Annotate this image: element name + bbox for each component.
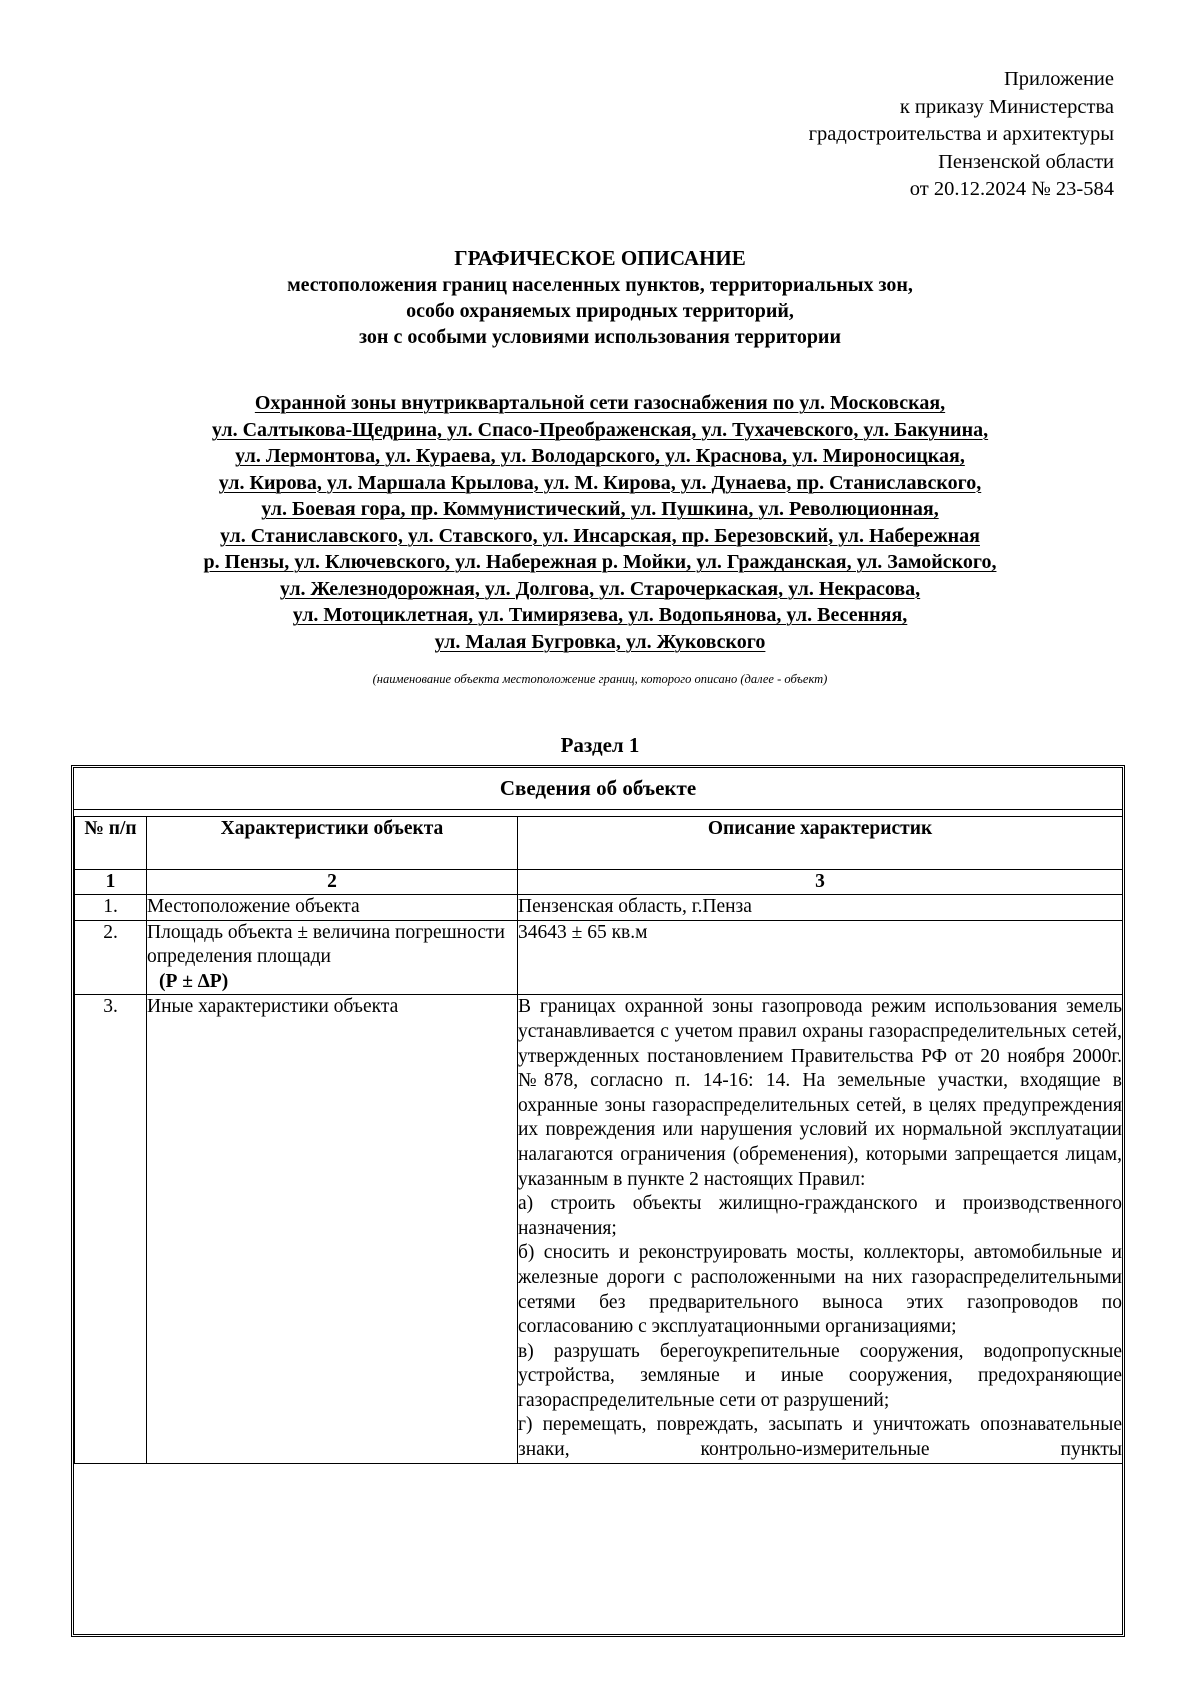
document-subtitle-line: зон с особыми условиями использования территории <box>359 326 841 348</box>
section-heading: Раздел 1 <box>560 733 640 757</box>
column-number: 1 <box>75 870 147 895</box>
header-description: Описание характеристик <box>518 817 1123 870</box>
description-paragraph: г) перемещать, повреждать, засыпать и уничтожать опознавательные знаки, контрольно-измерительные пункты <box>518 1414 1122 1461</box>
table-header-row <box>75 817 1123 870</box>
row-characteristic: Площадь объекта ± величина погрешности определения площади <box>147 921 505 968</box>
appendix-header <box>809 66 1114 204</box>
object-name-line: ул. Боевая гора, пр. Коммунистический, ул. Пушкина, ул. Революционная, <box>261 498 939 520</box>
header-num: № п/п <box>75 817 147 870</box>
table-row <box>75 920 1123 995</box>
table-caption: Сведения об объекте <box>74 768 1122 810</box>
row-characteristic-cell <box>147 920 518 995</box>
object-name-line: р. Пензы, ул. Ключевского, ул. Набережная р. Мойки, ул. Гражданская, ул. Замойского, <box>203 551 997 573</box>
appendix-line: Приложение <box>1003 68 1114 90</box>
object-name-line: ул. Станиславского, ул. Ставского, ул. Инсарская, пр. Березовский, ул. Набережная <box>220 524 980 547</box>
appendix-line: от 20.12.2024 № 23-584 <box>909 178 1114 200</box>
description-paragraph: в) разрушать берегоукрепительные сооружения, водопропускные устройства, земляные и иные сооружения, предохраняющие газораспределительные сети от разрушений; <box>518 1340 1122 1411</box>
document-subtitle-line: особо охраняемых природных территорий, <box>406 300 794 322</box>
object-name-line: Охранной зоны внутриквартальной сети газоснабжения по ул. Московская, <box>254 392 946 414</box>
area-formula: (Р ± ∆Р) <box>159 970 229 992</box>
description-paragraph: а) строить объекты жилищно-гражданского и производственного назначения; <box>518 1193 1122 1239</box>
row-value: Пензенская область, г.Пенза <box>518 895 1123 921</box>
table-row <box>75 995 1123 1463</box>
row-description <box>518 995 1123 1463</box>
column-number: 2 <box>147 870 518 895</box>
column-number-row <box>75 870 1123 895</box>
object-name-line: ул. Салтыкова-Щедрина, ул. Спасо-Преображенская, ул. Тухачевского, ул. Бакунина, <box>211 418 989 441</box>
object-name-line: ул. Лермонтова, ул. Кураева, ул. Володарского, ул. Краснова, ул. Мироносицкая, <box>235 445 965 467</box>
document-title: ГРАФИЧЕСКОЕ ОПИСАНИЕ <box>454 246 746 270</box>
object-name-note: (наименование объекта местоположение границ, которого описано (далее - объект) <box>372 672 828 686</box>
row-characteristic: Иные характеристики объекта <box>147 995 518 1463</box>
description-paragraph: В границах охранной зоны газопровода режим использования земель устанавливается с учетом правил охраны газораспределительных сетей, утвержденных постановлением Правительства РФ от 20 ноября 2000г. №878, согласно п. 14-16: 14. На земельные участки, входящие в охранные зоны газораспределительных сетей, в целях предупреждения их повреждения или нарушения условий их нормальной эксплуатации налагаются ограничения (обременения), которыми запрещается лицам, указанным в пункте 2 настоящих Правил: <box>518 996 1122 1190</box>
row-number: 2. <box>75 920 147 995</box>
appendix-line: градостроительства и архитектуры <box>808 123 1114 145</box>
object-name-line: ул. Малая Бугровка, ул. Жуковского <box>434 630 766 653</box>
object-name-line: ул. Железнодорожная, ул. Долгова, ул. Старочеркаская, ул. Некрасова, <box>279 577 921 600</box>
document-title-block <box>0 244 1200 350</box>
row-number: 1. <box>75 895 147 921</box>
object-name-line: ул. Мотоциклетная, ул. Тимирязева, ул. Водопьянова, ул. Весенняя, <box>292 604 908 626</box>
document-subtitle-line: местоположения границ населенных пунктов, территориальных зон, <box>287 274 913 296</box>
object-info-table <box>74 816 1123 1464</box>
description-paragraph: б) сносить и реконструировать мосты, коллекторы, автомобильные и железные дороги с расположенными на них газораспределительными сетями без предварительного выноса этих газопроводов по согласованию с эксплуатационными организациями; <box>518 1242 1122 1338</box>
object-name-line: ул. Кирова, ул. Маршала Крылова, ул. М. Кирова, ул. Дунаева, пр. Станиславского, <box>218 471 982 494</box>
appendix-line: Пензенской области <box>938 150 1114 173</box>
object-name-block <box>90 390 1110 655</box>
table-row <box>75 895 1123 921</box>
row-number: 3. <box>75 995 147 1463</box>
row-characteristic: Местоположение объекта <box>147 895 518 921</box>
header-characteristics: Характеристики объекта <box>147 817 518 870</box>
column-number: 3 <box>518 870 1123 895</box>
appendix-line: к приказу Министерства <box>899 95 1114 118</box>
object-info-table-frame <box>71 765 1125 1637</box>
row-value: 34643 ± 65 кв.м <box>518 920 1123 995</box>
